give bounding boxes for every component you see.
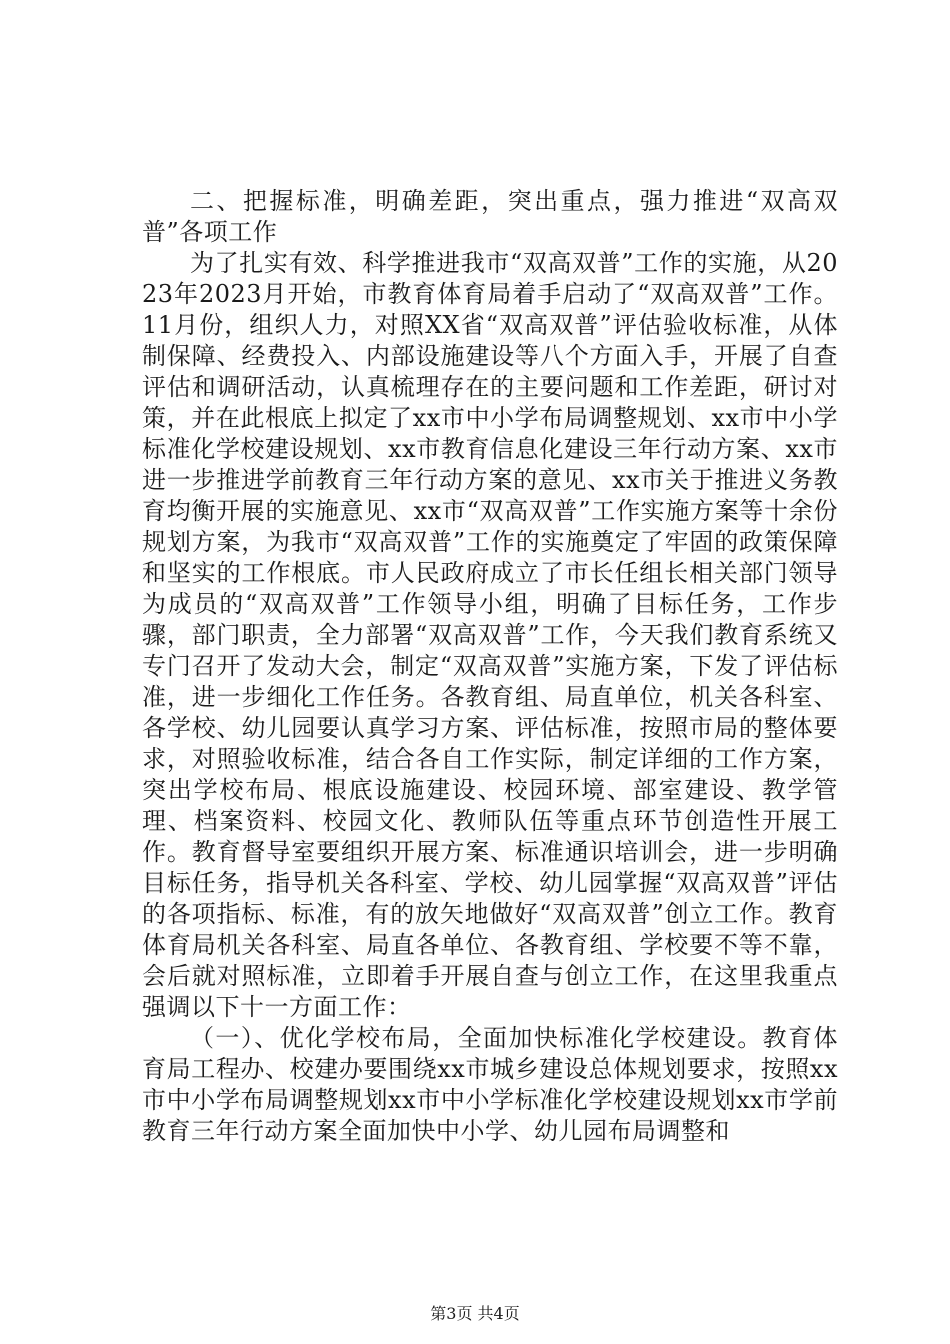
body-paragraph: （一）、优化学校布局，全面加快标准化学校建设。教育体育局工程办、校建办要围绕xx市城乡建设总体规划要求，按照xx市中小学布局调整规划xx市中小学标准化学校建设规划xx市学前教育三年行动方案全面加快中小学、幼儿园布局调整和 [142, 1024, 838, 1145]
section-heading-paragraph: 二、把握标准，明确差距，突出重点，强力推进“双高双普”各项工作 [142, 187, 838, 246]
document-body [142, 186, 838, 1147]
body-paragraph: 为了扎实有效、科学推进我市“双高双普”工作的实施，从2023年2023月开始，市教育体育局着手启动了“双高双普”工作。11月份，组织人力，对照XX省“双高双普”评估验收标准，从体制保障、经费投入、内部设施建设等八个方面入手，开展了自查评估和调研活动，认真梳理存在的主要问题和工作差距，研讨对策，并在此根底上拟定了xx市中小学布局调整规划、xx市中小学标准化学校建设规划、xx市教育信息化建设三年行动方案、xx市进一步推进学前教育三年行动方案的意见、xx市关于推进义务教育均衡开展的实施意见、xx市“双高双普”工作实施方案等十余份规划方案，为我市“双高双普”工作的实施奠定了牢固的政策保障和坚实的工作根底。市人民政府成立了市长任组长相关部门领导为成员的“双高双普”工作领导小组，明确了目标任务，工作步骤，部门职责，全力部署“双高双普”工作，今天我们教育系统又专门召开了发动大会，制定“双高双普”实施方案，下发了评估标准，进一步细化工作任务。各教育组、局直单位，机关各科室、各学校、幼儿园要认真学习方案、评估标准，按照市局的整体要求，对照验收标准，结合各自工作实际，制定详细的工作方案，突出学校布局、根底设施建设、校园环境、部室建设、教学管理、档案资料、校园文化、教师队伍等重点环节创造性开展工作。教育督导室要组织开展方案、标准通识培训会，进一步明确目标任务，指导机关各科室、学校、幼儿园掌握“双高双普”评估的各项指标、标准，有的放矢地做好“双高双普”创立工作。教育体育局机关各科室、局直各单位、各教育组、学校要不等不靠，会后就对照标准，立即着手开展自查与创立工作，在这里我重点强调以下十一方面工作： [142, 249, 838, 1021]
page-number-footer: 第3页 共4页 [430, 1304, 520, 1323]
